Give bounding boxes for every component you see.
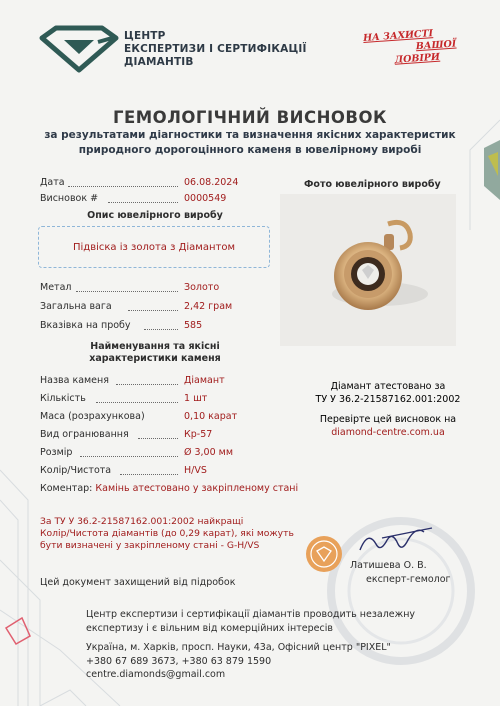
standard-note-line-1: За ТУ У 36.2-21587162.001:2002 найкращі	[40, 516, 244, 527]
attest-line-2: ТУ У 36.2-21587162.001:2002	[315, 394, 461, 405]
document-subtitle	[20, 128, 480, 158]
stone-row-value: Кр-57	[184, 429, 213, 440]
item-row-label: Загальна вага	[40, 301, 112, 312]
slogan-stamp	[359, 27, 457, 71]
stone-row-label: Розмір	[40, 447, 73, 458]
verify-line-1: Перевірте цей висновок на	[319, 414, 457, 425]
slogan-line-1: НА ЗАХИСТІ	[362, 28, 434, 44]
logo-text	[124, 30, 307, 69]
stone-row-label: Назва каменя	[40, 375, 109, 386]
footer-phones: +380 67 689 3673, +380 63 879 1590	[86, 655, 272, 667]
attest-line-1: Діамант атестовано за	[330, 381, 446, 392]
expert-role: експерт-гемолог	[366, 574, 451, 585]
stone-row-value: H/VS	[184, 465, 207, 476]
standard-note	[40, 516, 294, 552]
number-value: 0000549	[184, 193, 227, 204]
item-description: Підвіска із золота з Діамантом	[73, 241, 235, 253]
stone-row	[40, 447, 270, 459]
item-row-label: Метал	[40, 282, 72, 293]
stone-row-label: Кількість	[40, 393, 86, 404]
signature-image	[352, 524, 442, 562]
footer-email[interactable]: centre.diamonds@gmail.com	[86, 669, 226, 680]
logo-line-2: ЕКСПЕРТИЗИ І СЕРТИФІКАЦІЇ	[124, 43, 307, 55]
pendant-image	[280, 194, 456, 346]
footer-line-2: експертизу і є вільним від комерційних інтересів	[86, 622, 333, 634]
protected-note: Цей документ захищений від підробок	[40, 577, 236, 588]
stone-row-value: 1 шт	[184, 393, 208, 404]
item-section-title: Опис ювелірного виробу	[87, 210, 223, 221]
footer-address: Україна, м. Харків, просп. Науки, 43а, Офісний центр "PIXEL"	[86, 642, 391, 653]
item-row	[40, 282, 270, 294]
subtitle-line-2: природного дорогоцінного каменя в ювелірному виробі	[78, 144, 422, 156]
stone-row	[40, 393, 270, 405]
stone-row-value: 0,10 карат	[184, 411, 238, 422]
date-label: Дата	[40, 177, 65, 188]
comment-row	[40, 483, 298, 494]
comment-label: Коментар:	[40, 483, 93, 494]
stone-title-line-2: характеристики каменя	[89, 353, 221, 364]
item-description-box	[38, 226, 270, 268]
jewelry-photo	[280, 194, 456, 346]
standard-note-line-2: Колір/Чистота діамантів (до 0,29 карат), які можуть	[40, 528, 294, 539]
item-row	[40, 320, 270, 332]
item-row-value: 2,42 грам	[184, 301, 233, 312]
verify-link[interactable]: diamond-centre.com.ua	[331, 427, 445, 438]
logo-line-3: ДІАМАНТІВ	[124, 56, 194, 68]
stone-row	[40, 375, 270, 387]
number-row	[40, 193, 260, 205]
stone-section-title	[40, 341, 270, 365]
stone-row-label: Вид огранювання	[40, 429, 129, 440]
attest-note	[300, 380, 476, 406]
stone-row-label: Колір/Чистота	[40, 465, 112, 476]
stone-row	[40, 411, 270, 423]
stone-row-value: Ø 3,00 мм	[184, 447, 234, 458]
expert-name: Латишева О. В.	[350, 560, 427, 571]
item-row-label: Вказівка на пробу	[40, 320, 131, 331]
subtitle-line-1: за результатами діагностики та визначення якісних характеристик	[44, 129, 456, 141]
stone-row	[40, 465, 270, 477]
comment-value: Камінь атестовано у закріпленому стані	[95, 483, 299, 494]
diamond-logo-icon	[38, 24, 120, 74]
standard-note-line-3: бути визначені у закріпленому стані - G-H/VS	[40, 540, 260, 551]
certification-badge-icon	[304, 534, 344, 574]
number-label: Висновок #	[40, 193, 99, 204]
footer	[86, 608, 415, 682]
item-row-value: Золото	[184, 282, 220, 293]
slogan-line-2: ВАШОЇ	[415, 38, 457, 53]
slogan-line-3: ДОВІРИ	[394, 51, 441, 66]
stone-row-label: Маса (розрахункова)	[40, 411, 145, 422]
date-value: 06.08.2024	[184, 177, 239, 188]
footer-line-1: Центр експертизи і сертифікації діамантів проводить незалежну	[86, 609, 416, 620]
date-row	[40, 177, 260, 189]
item-row	[40, 301, 270, 313]
verify-note	[300, 413, 476, 439]
stone-row-value: Діамант	[184, 375, 225, 386]
stone-row	[40, 429, 270, 441]
photo-label: Фото ювелірного виробу	[304, 179, 441, 190]
logo-line-1: ЦЕНТР	[124, 30, 166, 42]
item-row-value: 585	[184, 320, 203, 331]
stone-title-line-1: Найменування та якісні	[90, 341, 220, 352]
document-title: ГЕМОЛОГІЧНИЙ ВИСНОВОК	[112, 108, 388, 127]
